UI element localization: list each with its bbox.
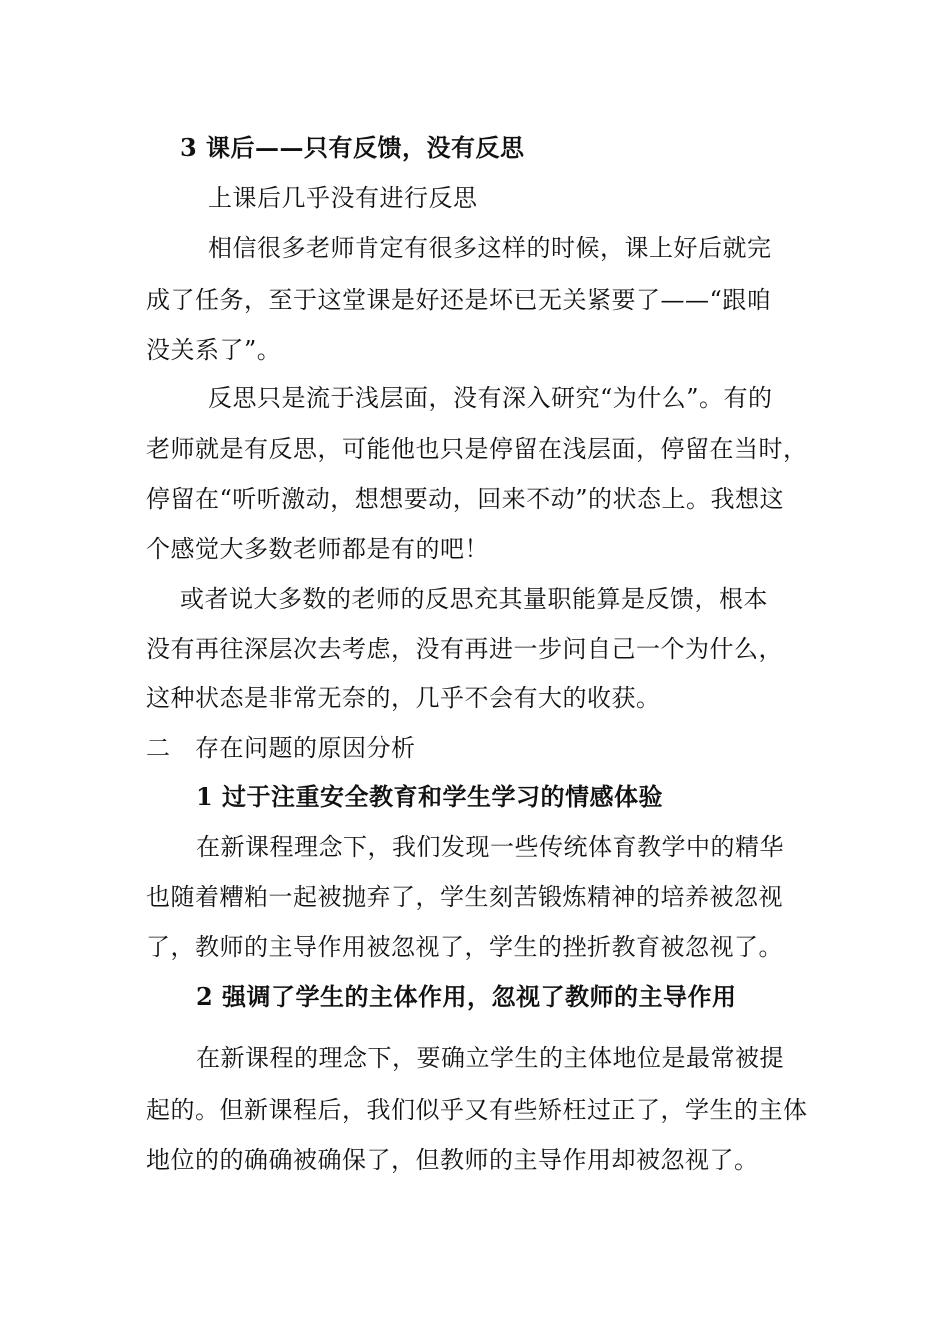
paragraph-line: 在新课程的理念下，要确立学生的主体地位是最常被提 — [196, 1044, 784, 1072]
paragraph-line: 地位的的确确被确保了，但教师的主导作用却被忽视了。 — [146, 1146, 759, 1174]
paragraph-line: 成了任务，至于这堂课是好还是坏已无关紧要了——“跟咱 — [146, 286, 772, 314]
point-1-heading: 1 过于注重安全教育和学生学习的情感体验 — [196, 782, 664, 811]
paragraph-line: 反思只是流于浅层面，没有深入研究“为什么”。有的 — [208, 384, 773, 412]
paragraph-line: 也随着糟粕一起被抛弃了，学生刻苦锻炼精神的培养被忽视 — [146, 883, 783, 911]
section-3-heading: 3 课后——只有反馈，没有反思 — [180, 133, 525, 162]
paragraph-line: 或者说大多数的老师的反思充其量职能算是反馈，根本 — [180, 585, 768, 613]
paragraph-line: 个感觉大多数老师都是有的吧！ — [146, 535, 489, 563]
paragraph-line: 这种状态是非常无奈的，几乎不会有大的收获。 — [146, 684, 661, 712]
section-two-heading: 二 存在问题的原因分析 — [146, 734, 416, 762]
paragraph-line: 老师就是有反思，可能他也只是停留在浅层面，停留在当时， — [146, 435, 808, 463]
paragraph-line: 停留在“听听激动，想想要动，回来不动”的状态上。我想这 — [146, 485, 785, 513]
paragraph-line: 起的。但新课程后，我们似乎又有些矫枉过正了，学生的主体 — [146, 1096, 808, 1124]
paragraph-line: 了，教师的主导作用被忽视了，学生的挫折教育被忽视了。 — [146, 933, 783, 961]
section-3-subheading: 上课后几乎没有进行反思 — [208, 184, 478, 212]
paragraph-line: 没关系了”。 — [146, 336, 282, 364]
paragraph-line: 相信很多老师肯定有很多这样的时候，课上好后就完 — [208, 234, 772, 262]
paragraph-line: 在新课程理念下，我们发现一些传统体育教学中的精华 — [196, 833, 784, 861]
paragraph-line: 没有再往深层次去考虑，没有再进一步问自己一个为什么， — [146, 635, 783, 663]
point-2-heading: 2 强调了学生的主体作用，忽视了教师的主导作用 — [196, 982, 737, 1011]
